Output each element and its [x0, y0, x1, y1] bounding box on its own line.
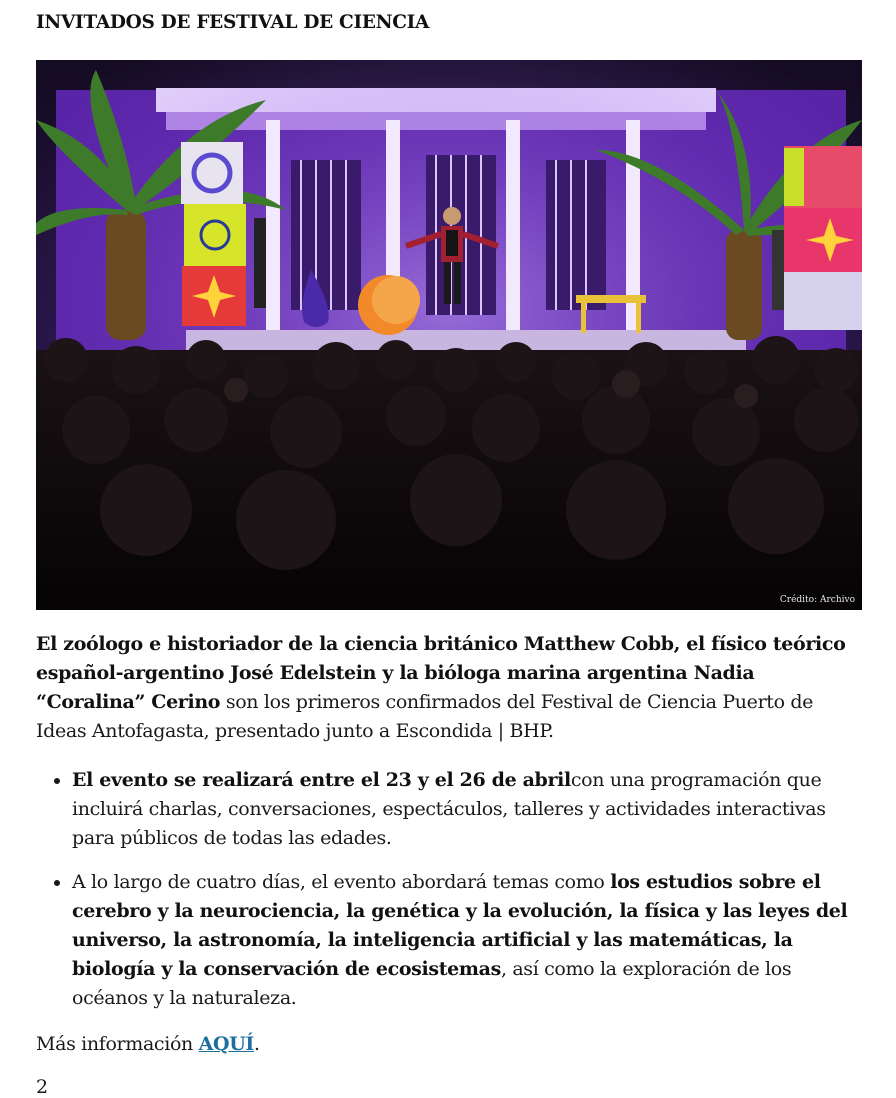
photo-credit: Crédito: Archivo — [779, 595, 855, 605]
list-item-bold: El evento se realizará entre el 23 y el 26 de abril — [72, 769, 571, 791]
more-info-end: . — [253, 1033, 260, 1055]
lead-text: son los primeros confirmados del Festival de Ciencia Puerto de Ideas Antofagasta, presentado junto a Escondida | BHP. — [36, 691, 814, 742]
page-number: 2 — [36, 1076, 49, 1098]
list-item-text: con una programación que incluirá charlas, conversaciones, espectáculos, talleres y actividades interactivas para públicos de todas las edades. — [72, 769, 826, 849]
lead-paragraph — [36, 630, 856, 746]
more-info-line — [36, 1030, 260, 1059]
list-item-intro: A lo largo de cuatro días, el evento abordará temas como — [72, 871, 611, 893]
list-item — [72, 766, 862, 853]
more-info-link[interactable]: AQUÍ — [198, 1033, 254, 1055]
list-item — [72, 868, 862, 1013]
list-item-bold: los estudios sobre el cerebro y la neurociencia, la genética y la evolución, la física y las leyes del universo, la astronomía, la inteligencia artificial y las matemáticas, la biología y la conservación de ecosistemas — [72, 871, 848, 980]
stage-scene-illustration — [36, 60, 862, 610]
lead-bold-text: El zoólogo e historiador de la ciencia británico Matthew Cobb, el físico teórico español-argentino José Edelstein y la bióloga marina argentina Nadia “Coralina” Cerino — [36, 633, 846, 713]
highlights-list — [36, 766, 862, 1028]
event-photo — [36, 60, 862, 610]
list-item-text: , así como la exploración de los océanos y la naturaleza. — [72, 958, 792, 1009]
more-info-label: Más información — [36, 1033, 199, 1055]
section-heading: INVITADOS DE FESTIVAL DE CIENCIA — [36, 12, 430, 33]
